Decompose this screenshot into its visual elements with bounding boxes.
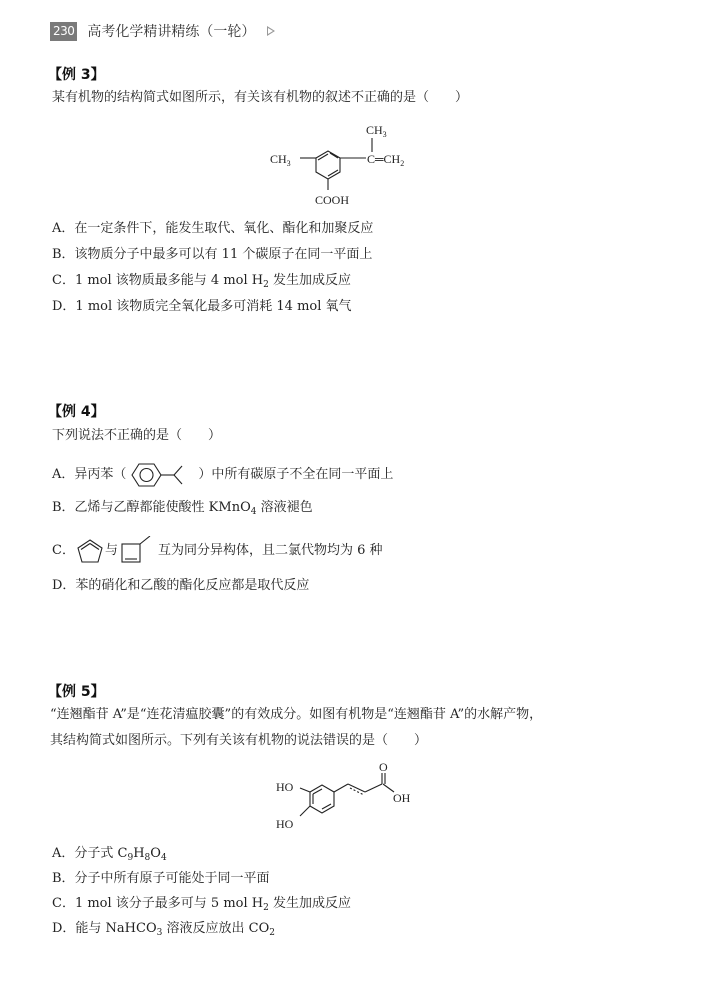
ex3-cooh: COOH xyxy=(315,193,350,207)
ex5-option-a: A．分子式 $C_9H_8O_4$ xyxy=(52,846,167,863)
ex5-option-d: D．能与 NaHCO$_3$ 溶液反应放出 $CO_2$ xyxy=(52,921,275,938)
ex3-structure xyxy=(268,118,428,210)
ex3-option-d: D．1 mol 该物质完全氧化最多可消耗 14 mol 氧气 xyxy=(52,299,352,314)
ex5-ho2: HO xyxy=(276,817,294,831)
ex3-ch3-top: $CH_3$ xyxy=(366,123,387,139)
ex3-option-c: C．1 mol 该物质最多能与 4 mol $H_2$ 发生加成反应 xyxy=(52,273,351,290)
ex3-question: 某有机物的结构简式如图所示，有关该有机物的叙述不正确的是（ ） xyxy=(52,90,469,105)
ex5-structure xyxy=(270,760,430,836)
ex5-oh: OH xyxy=(393,791,411,805)
book-title: 高考化学精讲精练（一轮） xyxy=(87,24,256,40)
ex3-option-a: A．在一定条件下，能发生取代、氧化、酯化和加聚反应 xyxy=(52,221,374,236)
ex4-option-d: D．苯的硝化和乙酸的酯化反应都是取代反应 xyxy=(52,578,310,593)
ex4-option-c: C． 与 互为同分异构体，且二氯代物均为 6 种 xyxy=(52,536,383,566)
ex3-title: 【例 3】 xyxy=(48,67,105,83)
ex5-question-line2: 其结构简式如图所示。下列有关该有机物的说法错误的是（ ） xyxy=(50,733,428,748)
ex3-vinyl: $C═CH_2$ xyxy=(367,152,405,168)
ex4-option-b: B．乙烯与乙醇都能使酸性 KMnO$_4$ 溶液褪色 xyxy=(52,500,313,517)
page-header xyxy=(50,20,275,42)
page-number: 230 xyxy=(50,22,77,41)
isopropylbenzene-icon xyxy=(126,462,198,488)
methylenecyclobutene-icon xyxy=(118,536,158,566)
ex3-ch3-left: $CH_3$ xyxy=(270,152,291,168)
ex5-option-b: B．分子中所有原子可能处于同一平面 xyxy=(52,871,270,886)
ex5-o: O xyxy=(379,760,388,774)
ex5-title: 【例 5】 xyxy=(48,684,105,700)
ex4-option-a: A．异丙苯（ ）中所有碳原子不全在同一平面上 xyxy=(52,462,393,488)
ex4-title: 【例 4】 xyxy=(48,404,105,420)
cyclopentadiene-icon xyxy=(75,538,105,564)
ex4-question: 下列说法不正确的是（ ） xyxy=(52,428,222,443)
play-triangle-icon xyxy=(267,26,275,36)
ex3-option-b: B．该物质分子中最多可以有 11 个碳原子在同一平面上 xyxy=(52,247,373,262)
ex5-option-c: C．1 mol 该分子最多可与 5 mol $H_2$ 发生加成反应 xyxy=(52,896,351,913)
ex5-question-line1: “连翘酯苷 A”是“连花清瘟胶囊”的有效成分。如图有机物是“连翘酯苷 A”的水解产物， xyxy=(50,707,543,722)
ex5-ho1: HO xyxy=(276,780,294,794)
